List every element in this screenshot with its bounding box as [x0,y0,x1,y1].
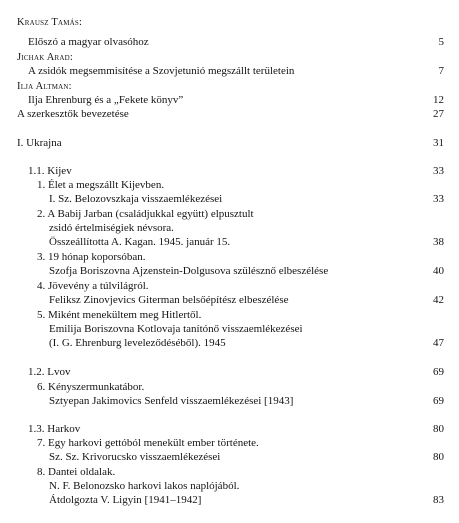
toc-page-number: 38 [433,236,444,248]
toc-page-number: 12 [433,94,444,106]
toc-entry [0,323,459,336]
toc-author-line [0,16,459,29]
toc-entry-title: 8. Dantei oldalak. [37,466,116,478]
toc-entry [0,208,459,221]
toc-author-line [0,80,459,93]
toc-entry [0,381,459,394]
toc-entry-title: A zsidók megsemmisítése a Szovjetunió megszállt területein [28,65,295,77]
toc-page-number: 83 [433,494,444,506]
toc-entry [0,466,459,479]
toc-entry [0,451,459,464]
toc-section-heading [0,366,459,379]
toc-entry-title: Előszó a magyar olvasóhoz [28,36,149,48]
toc-entry [0,251,459,264]
toc-author: Jichak Arad: [17,52,73,63]
toc-entry [0,65,459,78]
toc-part-title: I. Ukrajna [17,137,62,149]
toc-entry-subtitle: Sztyepan Jakimovics Senfeld visszaemlékezései [1943] [49,395,294,407]
toc-entry [0,265,459,278]
toc-author: Krausz Tamás: [17,17,83,28]
toc-page-number: 42 [433,294,444,306]
toc-page-number: 47 [433,337,444,349]
toc-entry-subtitle: N. F. Belonozsko harkovi lakos naplójából. [49,480,240,492]
toc-entry-title: 7. Egy harkovi gettóból menekült ember története. [37,437,259,449]
toc-entry-title: A szerkesztők bevezetése [17,108,129,120]
toc-page-number: 69 [433,395,444,407]
toc-entry-title: 1. Élet a megszállt Kijevben. [37,179,165,191]
toc-page-number: 5 [438,36,444,48]
toc-section-title: 1.2. Lvov [28,366,71,378]
toc-entry-title: 3. 19 hónap koporsóban. [37,251,146,263]
toc-entry-title: Ilja Ehrenburg és a „Fekete könyv” [28,94,184,106]
toc-section-heading [0,423,459,436]
toc-entry-title: 2. A Babij Jarban (családjukkal együtt) elpusztult [37,208,254,220]
toc-entry [0,280,459,293]
toc-entry [0,36,459,49]
toc-author: Ilja Altman: [17,81,72,92]
toc-entry [0,437,459,450]
toc-entry [0,193,459,206]
toc-entry-subtitle: Emilija Boriszovna Kotlovaja tanítónő visszaemlékezései [49,323,303,335]
toc-entry-title: 4. Jövevény a túlvilágról. [37,280,149,292]
toc-entry [0,108,459,121]
toc-entry-subtitle: Sz. Sz. Krivorucsko visszaemlékezései [49,451,221,463]
toc-entry-subtitle: Átdolgozta V. Ligyin [1941–1942] [49,494,202,506]
toc-entry [0,494,459,507]
toc-entry [0,179,459,192]
toc-page-number: 7 [438,65,444,77]
toc-page-number: 40 [433,265,444,277]
toc-entry [0,480,459,493]
toc-section-title: 1.3. Harkov [28,423,81,435]
toc-part-heading [0,137,459,150]
toc-entry-title: zsidó értelmiségiek névsora. [49,222,174,234]
toc-entry [0,222,459,235]
toc-entry [0,94,459,107]
toc-entry-subtitle: I. Sz. Belozovszkaja visszaemlékezései [49,193,223,205]
toc-page-number: 27 [433,108,444,120]
toc-entry [0,309,459,322]
toc-page-number: 80 [433,423,444,435]
toc-section-title: 1.1. Kijev [28,165,72,177]
toc-entry [0,236,459,249]
toc-page-number: 33 [433,165,444,177]
toc-page-number: 69 [433,366,444,378]
toc-entry [0,337,459,350]
toc-entry-subtitle: Összeállította A. Kagan. 1945. január 15. [49,236,231,248]
toc-entry [0,395,459,408]
toc-entry-title: 6. Kényszermunkatábor. [37,381,145,393]
toc-entry-subtitle: (I. G. Ehrenburg leveleződéséből). 1945 [49,337,226,349]
toc-section-heading [0,165,459,178]
toc-page-number: 33 [433,193,444,205]
toc-entry [0,294,459,307]
toc-entry-subtitle: Feliksz Zinovjevics Giterman belsőépítész elbeszélése [49,294,289,306]
toc-entry-title: 5. Miként menekültem meg Hitlertől. [37,309,202,321]
toc-page-number: 80 [433,451,444,463]
toc-page-number: 31 [433,137,444,149]
toc-entry-subtitle: Szofja Boriszovna Ajzenstein-Dolgusova szülésznő elbeszélése [49,265,329,277]
toc-author-line [0,51,459,64]
